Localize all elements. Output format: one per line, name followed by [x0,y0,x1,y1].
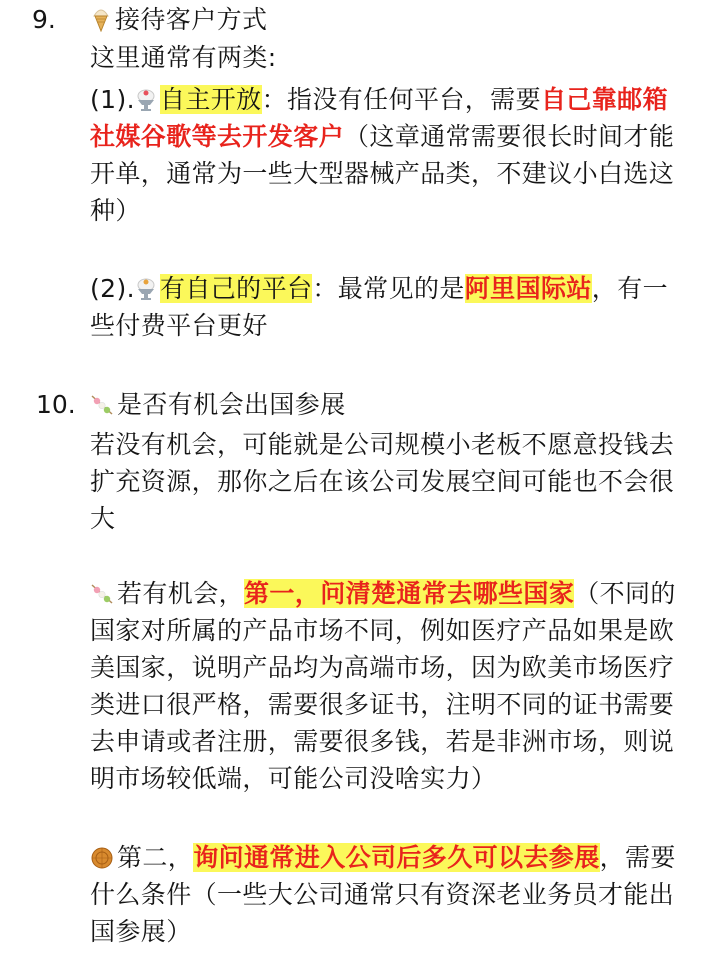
para-1-line-1: 若没有机会，可能就是公司规模小老板不愿意投钱去 [90,430,675,459]
para-3-line-2: 什么条件（一些大公司通常只有资深老业务员才能出 [90,880,675,909]
ice-cream-cone-icon [90,6,112,42]
item-1-text-b: （这章通常需要很长时间才能 [344,122,675,151]
item-2-text-b: ，有一 [591,274,668,303]
section-10-title: 是否有机会出国参展 [117,390,346,419]
item-1-highlight: 自主开放 [159,85,262,114]
para-2-highlight: 第一，问清楚通常去哪些国家 [244,579,575,608]
item-1-line-1 [90,82,668,118]
mooncake-icon [90,844,114,880]
item-1-text-a: ：指没有任何平台，需要 [261,85,541,114]
item-1-prefix: (1). [90,85,135,114]
section-9-heading [90,2,267,38]
para-2-line-1 [90,576,676,612]
shaved-ice-icon [135,275,157,311]
item-2-text-a: ：最常见的是 [312,274,465,303]
item-1-red-b: 社媒谷歌等去开发客户 [90,122,345,151]
skewer-icon [90,580,114,616]
para-2-line-6: 明市场较低端，可能公司没啥实力） [90,764,497,793]
para-1-line-2: 扩充资源，那你之后在该公司发展空间可能也不会很 [90,467,675,496]
shaved-ice-icon [135,86,157,122]
para-2-lead: 若有机会， [117,579,245,608]
para-3-highlight: 询问通常进入公司后多久可以去参展 [193,843,600,872]
section-9-title: 接待客户方式 [115,5,268,34]
para-2-line-3: 美国家，说明产品均为高端市场，因为欧美市场医疗 [90,653,675,682]
item-2-highlight: 有自己的平台 [159,274,313,303]
para-3-lead: 第二， [117,843,194,872]
para-2-line-5: 去申请或者注册，需要很多钱，若是非洲市场，则说 [90,727,675,756]
item-2-prefix: (2). [90,274,135,303]
item-1-line-2 [90,119,674,155]
section-9-intro: 这里通常有两类: [90,43,277,72]
section-10-number: 10. [36,390,76,419]
item-2-line-2: 些付费平台更好 [90,311,268,340]
para-3-line-1 [90,840,676,876]
para-3-tail: ，需要 [599,843,676,872]
para-2-line-2: 国家对所属的产品市场不同，例如医疗产品如果是欧 [90,616,675,645]
section-9-number: 9. [32,5,56,34]
item-1-line-3: 开单，通常为一些大型器械产品类，不建议小白选这 [90,159,675,188]
item-2-red: 阿里国际站 [464,274,592,303]
para-2-line-4: 类进口很严格，需要很多证书，注明不同的证书需要 [90,690,675,719]
item-1-red-a: 自己靠邮箱 [540,85,668,114]
para-1-line-3: 大 [90,504,116,533]
skewer-icon [90,391,114,427]
section-10-heading [90,387,346,423]
item-1-line-4: 种） [90,196,141,225]
item-2-line-1 [90,271,668,307]
para-2-tail: （不同的 [574,579,676,608]
para-3-line-3: 国参展） [90,917,192,946]
